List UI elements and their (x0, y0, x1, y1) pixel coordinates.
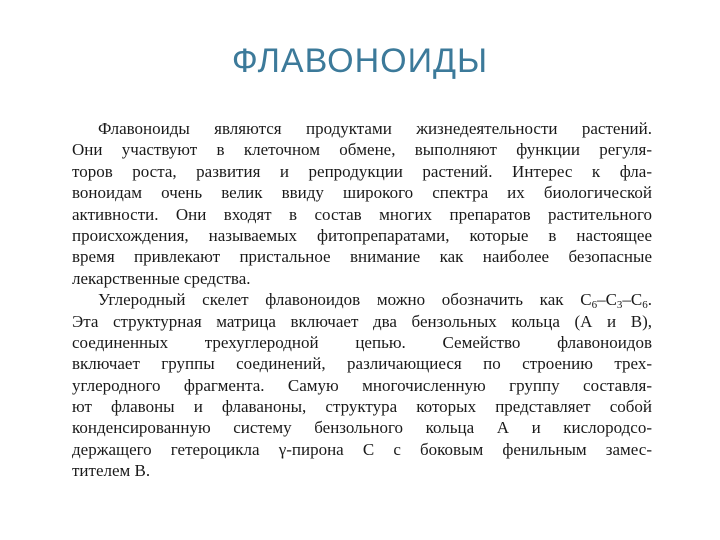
text-line: включает группы соединений, различающиеся по строению трех- (72, 354, 652, 374)
body-text (72, 118, 652, 482)
text-line: происхождения, называемых фитопрепаратами, которые в настоящее (72, 225, 652, 245)
text-line: Они участвуют в клеточном обмене, выполняют функции регуля- (72, 140, 652, 160)
text-line: лекарственные средства. (72, 268, 251, 288)
text-line: торов роста, развития и репродукции растений. Интерес к фла- (72, 161, 652, 181)
page-title: ФЛАВОНОИДЫ (231, 42, 489, 80)
formula-line (72, 289, 652, 310)
text-line: конденсированную систему бензольного кольца А и кислородсо- (72, 418, 652, 438)
formula-text: . (647, 290, 652, 310)
text-line: время привлекают пристальное внимание как наиболее безопасные (72, 247, 652, 267)
text-line: углеродного фрагмента. Самую многочисленную группу составля- (72, 375, 652, 395)
formula-sub: 6 (642, 299, 648, 312)
text-line: держащего гетероцикла γ-пирона С с боковым фенильным замес- (72, 439, 652, 459)
formula-sub: 6 (591, 299, 598, 312)
formula-text: –С (622, 290, 643, 310)
text-line: соединенных трехуглеродной цепью. Семейство флавоноидов (72, 332, 652, 352)
text-line: ют флавоны и флаваноны, структура которых представляет собой (72, 397, 652, 417)
text-line: активности. Они входят в состав многих препаратов растительного (72, 204, 652, 224)
text-line: Флавоноиды являются продуктами жизнедеятельности растений. (98, 119, 652, 138)
text-line: Эта структурная матрица включает два бензольных кольца (А и В), (72, 311, 652, 331)
formula-sub: 3 (616, 299, 623, 312)
text-line: тителем В. (72, 461, 151, 481)
formula-text: –С (597, 290, 617, 310)
formula-text: Углеродный скелет флавоноидов можно обозначить как С (98, 290, 592, 310)
text-line: воноидам очень велик ввиду широкого спектра их биологической (72, 183, 652, 203)
